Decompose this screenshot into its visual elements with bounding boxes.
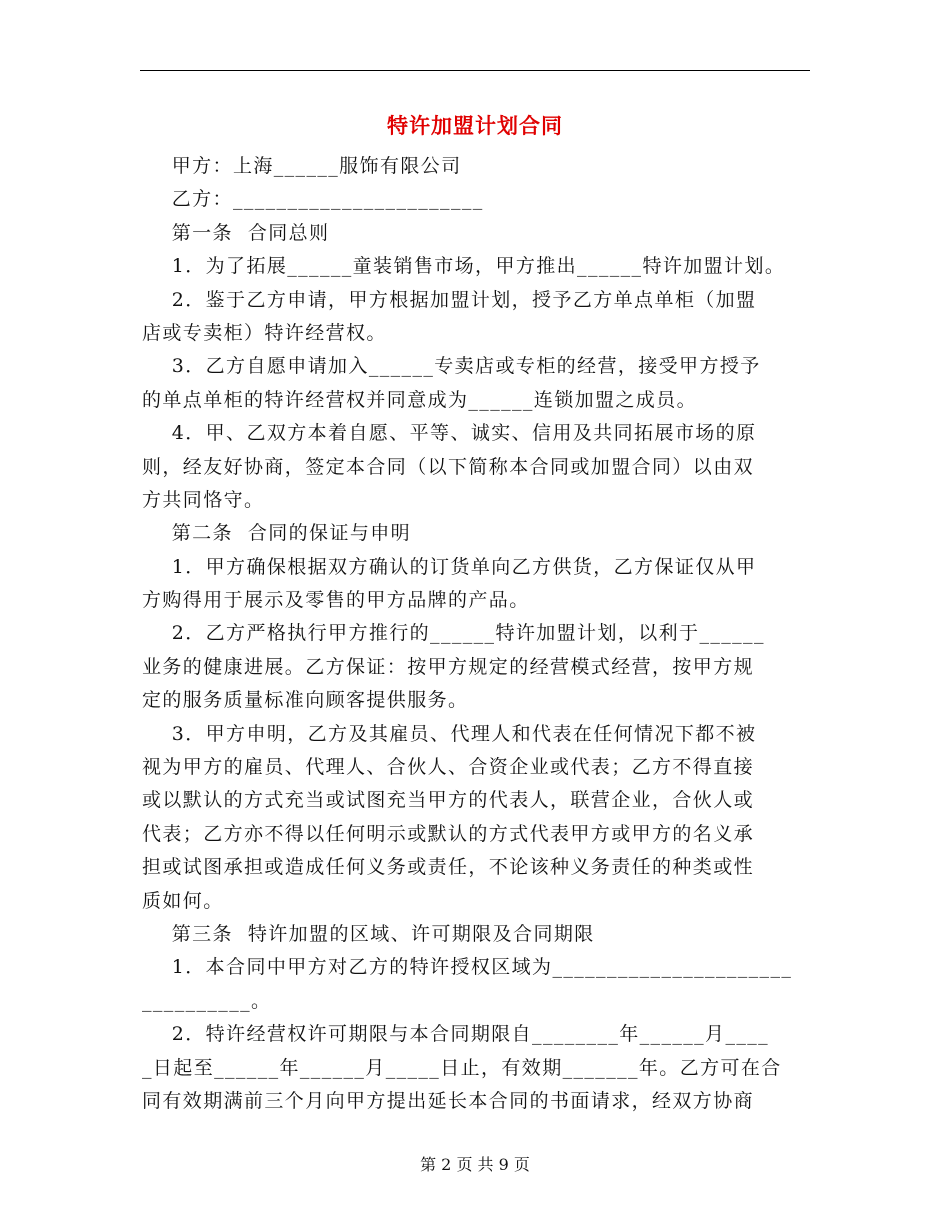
document-title: 特许加盟计划合同 (387, 114, 563, 138)
page-number: 第 2 页 共 9 页 (420, 1155, 530, 1174)
paragraph-line: 3．乙方自愿申请加入______专卖店或专柜的经营，接受甲方授予 (142, 355, 761, 378)
article-1-heading: 第一条 合同总则 (142, 221, 330, 244)
paragraph-line: 方购得用于展示及零售的甲方品牌的产品。 (142, 589, 530, 612)
paragraph-line: 店或专卖柜）特许经营权。 (142, 321, 387, 344)
document-body (142, 150, 812, 1118)
paragraph-line: 方共同恪守。 (142, 488, 265, 511)
paragraph-line: 1．甲方确保根据双方确认的订货单向乙方供货，乙方保证仅从甲 (142, 555, 757, 578)
party-a-line: 甲方：上海______服饰有限公司 (142, 155, 462, 177)
paragraph-line: 定的服务质量标准向顾客提供服务。 (142, 689, 469, 712)
paragraph-line: 2．鉴于乙方申请，甲方根据加盟计划，授予乙方单点单柜（加盟 (142, 288, 757, 311)
paragraph-line: 则，经友好协商，签定本合同（以下简称本合同或加盟合同）以由双 (142, 455, 755, 478)
article-3-heading: 第三条 特许加盟的区域、许可期限及合同期限 (142, 922, 595, 945)
paragraph-line: 业务的健康进展。乙方保证：按甲方规定的经营模式经营，按甲方规 (142, 655, 755, 678)
paragraph-line: 3．甲方申明，乙方及其雇员、代理人和代表在任何情况下都不被 (142, 722, 757, 745)
paragraph-line: 视为甲方的雇员、代理人、合伙人、合资企业或代表；乙方不得直接 (142, 756, 755, 779)
paragraph-line: 2．乙方严格执行甲方推行的______特许加盟计划，以利于______ (142, 622, 765, 645)
party-b-line: 乙方：_______________________ (142, 188, 484, 211)
paragraph-line: 4．甲、乙双方本着自愿、平等、诚实、信用及共同拓展市场的原 (142, 422, 757, 445)
paragraph-line: 的单点单柜的特许经营权并同意成为______连锁加盟之成员。 (142, 388, 698, 411)
paragraph-line: 或以默认的方式充当或试图充当甲方的代表人，联营企业，合伙人或 (142, 789, 755, 812)
paragraph-line: 1．本合同中甲方对乙方的特许授权区域为______________________ (142, 956, 793, 979)
paragraph-line: _日起至______年______月_____日止，有效期_______年。乙方可在合 (142, 1056, 782, 1079)
paragraph-line: __________。 (142, 989, 272, 1012)
paragraph-line: 质如何。 (142, 889, 224, 912)
paragraph-line: 2．特许经营权许可期限与本合同期限自________年______月____ (142, 1023, 770, 1046)
paragraph-line: 代表；乙方亦不得以任何明示或默认的方式代表甲方或甲方的名义承 (142, 822, 755, 845)
header-rule (140, 70, 810, 71)
paragraph-line: 同有效期满前三个月向甲方提出延长本合同的书面请求，经双方协商 (142, 1089, 755, 1112)
paragraph-line: 担或试图承担或造成任何义务或责任，不论该种义务责任的种类或性 (142, 856, 755, 879)
article-2-heading: 第二条 合同的保证与申明 (142, 522, 412, 545)
paragraph-line: 1．为了拓展______童装销售市场，甲方推出______特许加盟计划。 (142, 255, 786, 278)
